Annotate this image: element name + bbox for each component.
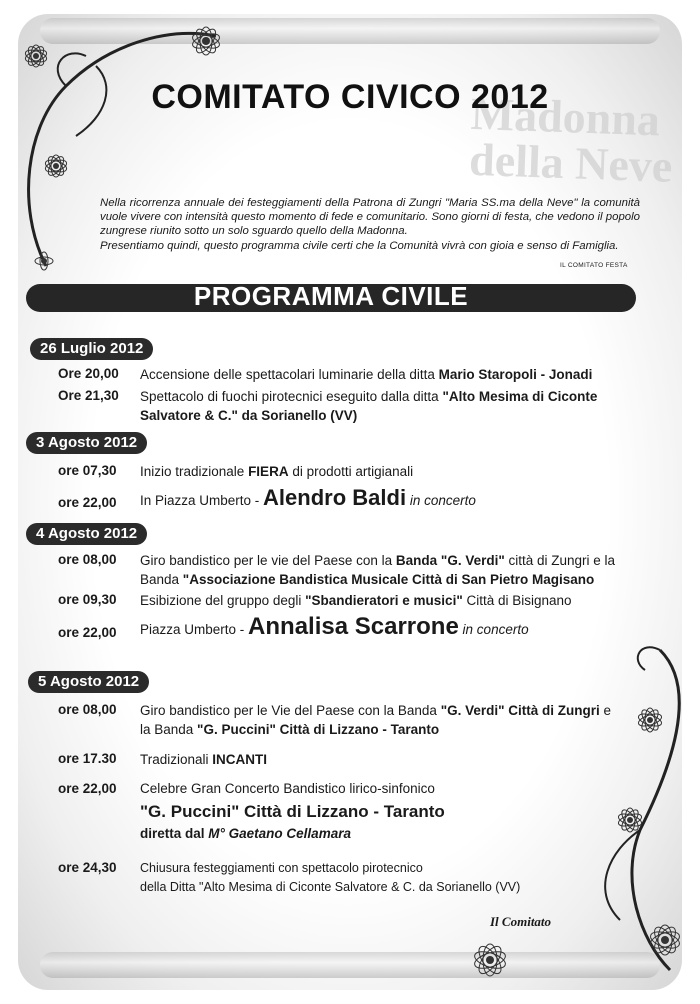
event-time: ore 22,00 bbox=[58, 625, 117, 640]
event-time: Ore 20,00 bbox=[58, 366, 119, 381]
event-description bbox=[140, 365, 620, 384]
event-text: Celebre Gran Concerto Bandistico lirico-sinfonico bbox=[140, 781, 435, 796]
event-text: e la Banda bbox=[140, 703, 612, 737]
intro-paragraph bbox=[100, 196, 640, 253]
event-text: diretta dal bbox=[140, 826, 209, 841]
event-text: In Piazza Umberto - bbox=[140, 493, 264, 508]
event-highlight: "G. Verdi" Città di Zungri bbox=[440, 703, 600, 718]
event-highlight: "G. Puccini" Città di Lizzano - Taranto bbox=[140, 802, 445, 821]
background-watermark: Madonna della Neve bbox=[468, 87, 674, 192]
committee-signature-small: IL COMITATO FESTA bbox=[560, 262, 628, 269]
event-highlight: Banda "G. Verdi" bbox=[395, 553, 505, 568]
event-time: ore 08,00 bbox=[58, 552, 117, 567]
event-time: ore 24,30 bbox=[58, 860, 117, 875]
event-text: di prodotti artigianali bbox=[288, 464, 414, 479]
event-time: Ore 21,30 bbox=[58, 388, 119, 403]
event-description bbox=[140, 750, 620, 769]
event-highlight: FIERA bbox=[248, 464, 289, 479]
event-time: ore 22,00 bbox=[58, 495, 117, 510]
event-highlight: "G. Puccini" Città di Lizzano - Taranto bbox=[197, 722, 440, 737]
event-time: ore 17.30 bbox=[58, 751, 117, 766]
event-text: Inizio tradizionale bbox=[140, 464, 249, 479]
event-description bbox=[140, 551, 620, 589]
event-text: Chiusura festeggiamenti con spettacolo pirotecnico bbox=[140, 861, 423, 875]
event-time: ore 07,30 bbox=[58, 463, 117, 478]
event-time: ore 09,30 bbox=[58, 592, 117, 607]
program-banner-title: PROGRAMMA CIVILE bbox=[193, 281, 469, 311]
event-artist: Annalisa Scarrone bbox=[248, 613, 459, 640]
event-text: Tradizionali bbox=[140, 752, 213, 767]
event-highlight: M° Gaetano Cellamara bbox=[208, 826, 351, 841]
intro-text-2: Presentiamo quindi, questo programma civile certi che la Comunità vivrà con gioia e senso di Famiglia. bbox=[100, 239, 619, 252]
event-artist: Alendro Baldi bbox=[263, 485, 407, 510]
event-description bbox=[140, 613, 620, 640]
page-title: COMITATO CIVICO 2012 bbox=[151, 78, 549, 116]
date-badge: 3 Agosto 2012 bbox=[26, 432, 147, 454]
event-text: Città di Bisignano bbox=[462, 593, 572, 608]
date-badge: 26 Luglio 2012 bbox=[30, 338, 153, 360]
date-badge: 4 Agosto 2012 bbox=[26, 523, 147, 545]
intro-text-1: Nella ricorrenza annuale dei festeggiamenti della Patrona di Zungri "Maria SS.ma della Neve" la comunità vuole vivere con intensità questo momento di fede e comunitario. Sono giorni di festa, che vedono il popolo zungrese riunito sotto un solo sguardo quello della Madonna. bbox=[100, 197, 640, 238]
event-text: in concerto bbox=[406, 493, 476, 508]
event-highlight: "Associazione Bandistica Musicale Città di San Pietro Magisano bbox=[182, 572, 595, 587]
event-description bbox=[140, 462, 620, 481]
event-time: ore 08,00 bbox=[58, 702, 117, 717]
event-text: Esibizione del gruppo degli bbox=[140, 593, 306, 608]
event-description bbox=[140, 387, 620, 425]
event-highlight: "Sbandieratori e musici" bbox=[305, 593, 463, 608]
event-description bbox=[140, 701, 620, 739]
event-description bbox=[140, 485, 620, 510]
event-description bbox=[140, 859, 620, 897]
footer-signature: Il Comitato bbox=[490, 914, 552, 929]
event-text: città di Zungri e la Banda bbox=[140, 553, 616, 587]
event-text: Giro bandistico per le Vie del Paese con la Banda bbox=[140, 703, 441, 718]
event-text: della Ditta "Alto Mesima di Ciconte Salvatore & C. da Sorianello (VV) bbox=[140, 880, 521, 894]
event-highlight: Mario Staropoli - Jonadi bbox=[438, 367, 593, 382]
event-highlight: INCANTI bbox=[212, 752, 268, 767]
event-text: Spettacolo di fuochi pirotecnici eseguito dalla ditta bbox=[140, 389, 443, 404]
event-text: Piazza Umberto - bbox=[140, 622, 249, 637]
event-text: Giro bandistico per le vie del Paese con la bbox=[140, 553, 396, 568]
event-text: Accensione delle spettacolari luminarie della ditta bbox=[140, 367, 439, 382]
event-time: ore 22,00 bbox=[58, 781, 117, 796]
event-highlight: "Alto Mesima di Ciconte Salvatore & C." da Sorianello (VV) bbox=[140, 389, 598, 423]
event-text: in concerto bbox=[458, 622, 529, 637]
date-badge: 5 Agosto 2012 bbox=[28, 671, 149, 693]
event-description bbox=[140, 779, 620, 843]
event-description bbox=[140, 591, 620, 610]
